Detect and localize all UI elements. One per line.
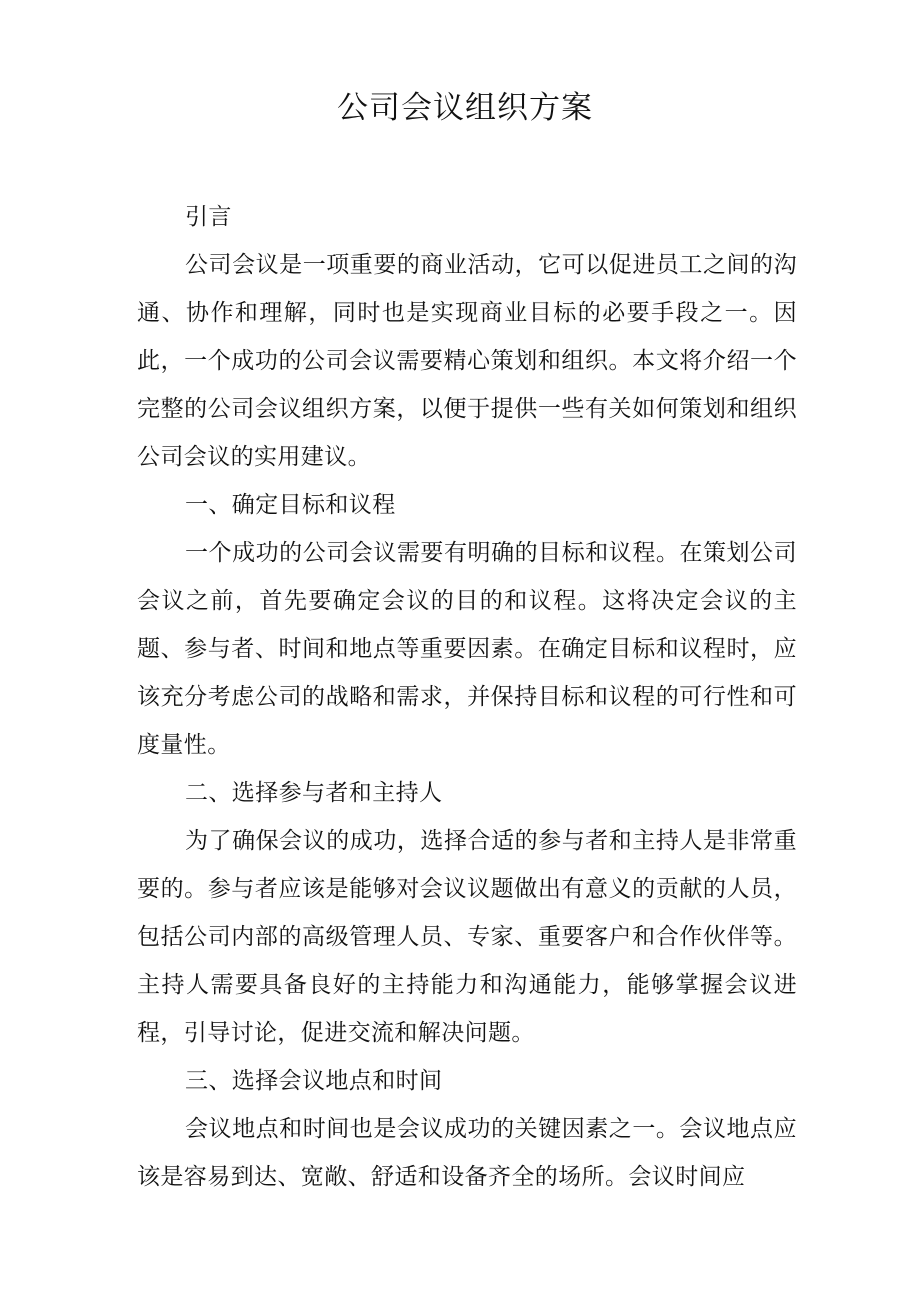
section-heading-intro: 引言 [185,204,232,230]
section-heading-venue-time: 三、选择会议地点和时间 [185,1068,443,1094]
section-heading-goals: 一、确定目标和议程 [185,492,396,518]
paragraph-venue-time: 会议地点和时间也是会议成功的关键因素之一。会议地点应该是容易到达、宽敞、舒适和设备齐全的场所。会议时间应 [137,1116,797,1190]
section-heading-participants: 二、选择参与者和主持人 [185,780,443,806]
document-body [137,193,797,1201]
paragraph-goals: 一个成功的公司会议需要有明确的目标和议程。在策划公司会议之前，首先要确定会议的目的和议程。这将决定会议的主题、参与者、时间和地点等重要因素。在确定目标和议程时，应该充分考虑公司的战略和需求，并保持目标和议程的可行性和可度量性。 [137,540,797,758]
paragraph-participants: 为了确保会议的成功，选择合适的参与者和主持人是非常重要的。参与者应该是能够对会议议题做出有意义的贡献的人员，包括公司内部的高级管理人员、专家、重要客户和合作伙伴等。主持人需要具备良好的主持能力和沟通能力，能够掌握会议进程，引导讨论，促进交流和解决问题。 [137,828,797,1046]
paragraph-intro: 公司会议是一项重要的商业活动，它可以促进员工之间的沟通、协作和理解，同时也是实现商业目标的必要手段之一。因此，一个成功的公司会议需要精心策划和组织。本文将介绍一个完整的公司会议组织方案，以便于提供一些有关如何策划和组织公司会议的实用建议。 [137,252,797,470]
document-title: 公司会议组织方案 [337,90,593,126]
